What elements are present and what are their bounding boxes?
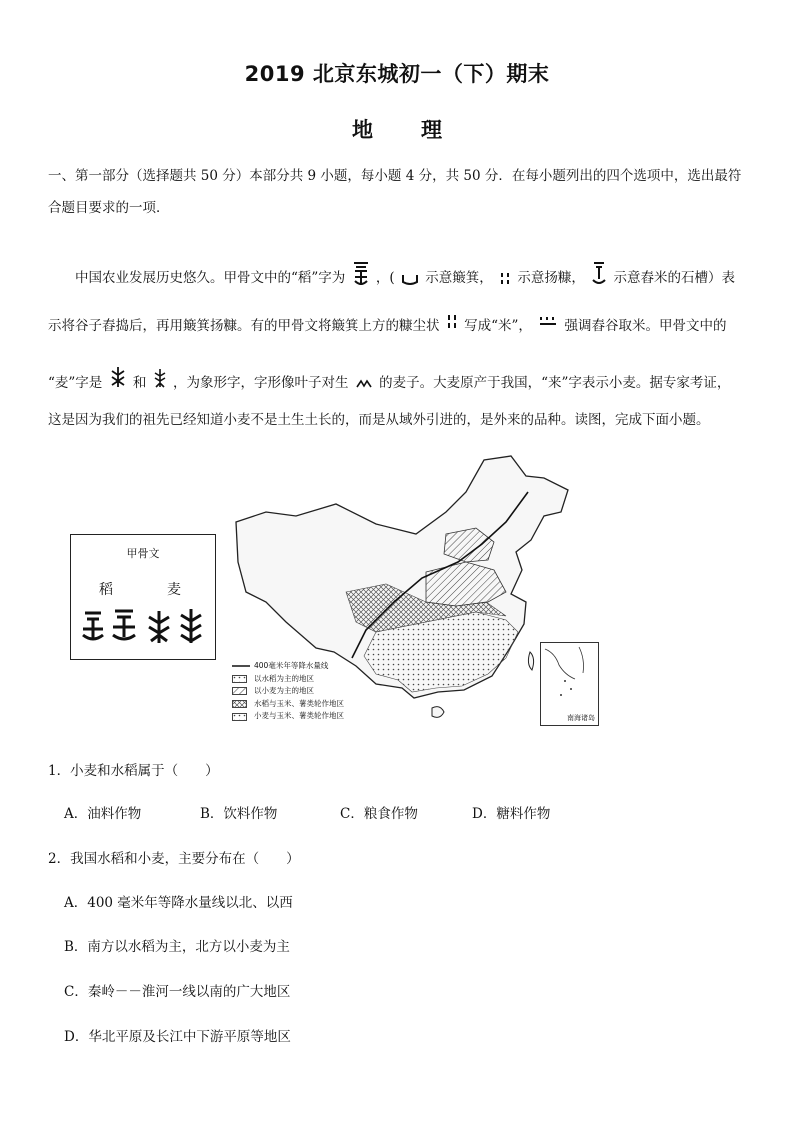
question-1-option-c[interactable]: C．粮食作物 bbox=[340, 806, 418, 822]
legend-item bbox=[232, 685, 344, 698]
passage-text: 写成“米”， bbox=[464, 318, 532, 334]
question-2-option-c[interactable]: C．秦岭－－淮河一线以南的广大地区 bbox=[64, 984, 291, 1000]
passage-text: 示意扬糠， bbox=[517, 270, 585, 286]
document-title: 2019 北京东城初一（下）期末 bbox=[244, 62, 550, 86]
legend-item bbox=[232, 710, 344, 723]
passage-text: 示意簸箕， bbox=[425, 270, 493, 286]
stone-mortar-glyph-icon bbox=[591, 260, 607, 286]
inset-label: 南海诸岛 bbox=[567, 714, 595, 722]
wheat-glyph-2-icon bbox=[153, 367, 167, 389]
section-intro-line-1: 一、第一部分（选择题共 50 分）本部分共 9 小题，每小题 4 分，共 50 分．在每小题列出的四个选项中，选出最符 bbox=[48, 168, 742, 184]
passage-line-1 bbox=[75, 266, 775, 287]
legend-label: 以小麦为主的地区 bbox=[254, 686, 314, 696]
passage-text: ，( bbox=[375, 270, 395, 286]
passage-text: 中国农业发展历史悠久。甲骨文中的“稻”字为 bbox=[75, 270, 346, 286]
south-china-sea-inset bbox=[540, 642, 599, 726]
passage-text: 强调舂谷取米。甲骨文中的 bbox=[564, 318, 727, 334]
legend-label: 以水稻为主的地区 bbox=[254, 673, 314, 683]
question-2-stem: 2．我国水稻和小麦，主要分布在（ ） bbox=[48, 851, 300, 867]
oracle-box-heading: 甲骨文 bbox=[126, 547, 160, 560]
map-legend bbox=[232, 660, 344, 723]
subject-heading bbox=[0, 114, 794, 144]
question-2-option-d[interactable]: D．华北平原及长江中下游平原等地区 bbox=[64, 1029, 291, 1045]
question-2-option-a[interactable]: A．400 毫米年等降水量线以北、以西 bbox=[64, 895, 293, 911]
question-1-option-d[interactable]: D．糖料作物 bbox=[472, 806, 551, 822]
taiwan-island bbox=[528, 652, 533, 670]
rice-grain-dots-glyph-icon bbox=[538, 315, 558, 331]
passage-text: 的麦子。大麦原产于我国，“来”字表示小麦。据专家考证， bbox=[379, 375, 731, 391]
rice-grain-glyph-icon bbox=[446, 313, 458, 331]
question-1-stem: 1．小麦和水稻属于（ ） bbox=[48, 763, 219, 779]
passage-line-4: 这是因为我们的祖先已经知道小麦不是土生土长的，而是从域外引进的，是外来的品种。读图，完成下面小题。 bbox=[48, 412, 710, 428]
oracle-rice-glyph-icon bbox=[352, 259, 370, 287]
oracle-characters-icon bbox=[79, 605, 209, 649]
legend-item bbox=[232, 673, 344, 686]
passage-text: ，为象形字，字形像叶子对生 bbox=[173, 375, 349, 391]
passage-text: 示意舂米的石槽）表 bbox=[613, 270, 735, 286]
question-1-options bbox=[64, 802, 550, 822]
wheat-glyph-1-icon bbox=[109, 365, 127, 389]
question-1-option-b[interactable]: B．饮料作物 bbox=[200, 806, 278, 822]
legend-label: 水稻与玉米、薯类轮作地区 bbox=[254, 698, 344, 708]
passage-text: 和 bbox=[132, 375, 147, 391]
legend-item bbox=[232, 698, 344, 711]
opposite-leaves-glyph-icon bbox=[355, 378, 373, 390]
question-1-option-a[interactable]: A．油料作物 bbox=[64, 806, 142, 822]
hainan-island bbox=[432, 707, 444, 718]
passage-text: “麦”字是 bbox=[48, 375, 103, 391]
inset-map-icon bbox=[541, 643, 598, 713]
passage-line-3 bbox=[48, 371, 748, 391]
subject-char-2: 理 bbox=[421, 118, 442, 142]
legend-item bbox=[232, 660, 344, 673]
passage-line-2 bbox=[48, 314, 748, 334]
section-intro-line-2: 合题目要求的一项． bbox=[48, 200, 170, 216]
passage-text: 示将谷子舂捣后，再用簸箕扬糠。有的甲骨文将簸箕上方的糠尘状 bbox=[48, 318, 440, 334]
husk-dust-glyph-icon bbox=[499, 271, 511, 287]
legend-label: 400毫米年等降水量线 bbox=[254, 661, 329, 670]
oracle-bone-figure bbox=[70, 534, 216, 660]
legend-label: 小麦与玉米、薯类轮作地区 bbox=[254, 711, 344, 721]
winnowing-basket-glyph-icon bbox=[401, 272, 419, 286]
oracle-box-char-wheat: 麦 bbox=[167, 582, 181, 598]
question-2-option-b[interactable]: B．南方以水稻为主，北方以小麦为主 bbox=[64, 939, 290, 955]
subject-char-1: 地 bbox=[352, 118, 373, 142]
oracle-box-char-rice: 稻 bbox=[99, 582, 113, 598]
